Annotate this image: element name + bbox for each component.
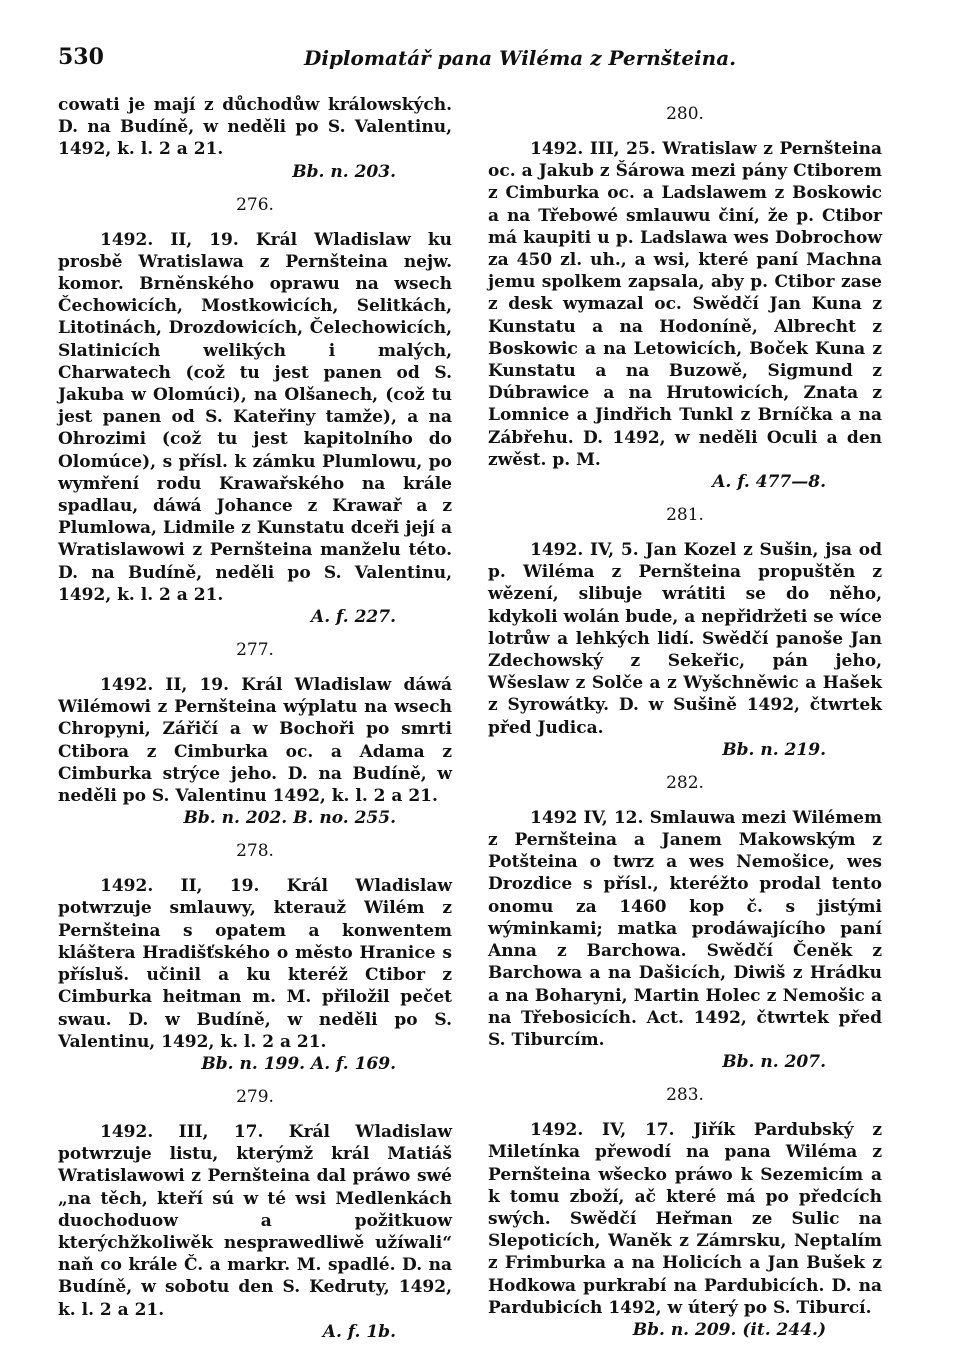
entry-source: Bb. n. 209. (it. 244.)	[632, 1319, 826, 1340]
entry-278	[58, 841, 452, 1075]
left-column	[58, 94, 452, 1355]
entry-279	[58, 1087, 452, 1343]
entry-number: 277.	[236, 640, 274, 661]
page-number: 530	[58, 44, 104, 70]
running-title: Diplomatář pana Wiléma z Pernšteina.	[304, 46, 737, 70]
entry-281	[488, 505, 882, 761]
entry-276	[58, 195, 452, 628]
entry-text: 1492 IV, 12. Smlauwa mezi Wilémem z Pernšteina a Janem Makowským z Potšteina o twrz a wes Nemošice, wes Drozdice s přísl., kteréžto prodal tento onomu za 1460 kop č. s jistými wýminkami; matka prodáwajícího paní Anna z Barchowa. Swědčí Čeněk z Barchowa a na Dašicích, Diwiš z Hrádku a na Boharyni, Martin Holec z Nemošic a na Třebosicích. Act. 1492, čtwrtek před S. Tiburcím.	[488, 807, 882, 1050]
entry-source: Bb. n. 202. B. no. 255.	[183, 808, 396, 829]
entry-text: 1492. III, 17. Král Wladislaw potwrzuje listu, kterýmž král Matiáš Wratislawowi z Pernšteina dal práwo swé „na těch, kteří sú w té wsi Medlenkách duochoduow a požitkuow kterýchžkoliwěk nesprawedliwě užíwali“ naň co krále Č. a markr. M. spadlé. D. na Budíně, w sobotu den S. Kedruty, 1492, k. l. 2 a 21.	[58, 1121, 452, 1320]
entry-number: 280.	[666, 104, 704, 124]
entry-number: 276.	[236, 194, 274, 215]
entry-text: 1492. III, 25. Wratislaw z Pernšteina oc. a Jakub z Šárowa mezi pány Ctiborem z Cimburka oc. a Ladslawem z Boskowic a na Třebowé smlauwu činí, že p. Ctibor má kaupiti u p. Ladslawa wes Dobrochow za 450 zl. uh., a wsi, které paní Machna jemu spolkem zapsala, aby p. Ctibor zase z desk wymazal oc. Swědčí Jan Kuna z Kunstatu a na Hodoníně, Albrecht z Boskowic a na Letowicích, Boček Kuna z Kunstatu a na Buzowě, Sigmund z Dúbrawice a na Hrutowicích, Znata z Lomnice a Jindřich Tunkl z Brníčka a na Zábřehu. D. 1492, w neděli Oculi a den zwěst. p. M.	[488, 139, 882, 470]
entry-source: Bb. n. 199. A. f. 169.	[201, 1053, 396, 1074]
entry-number: 283.	[666, 1085, 704, 1106]
entry-number: 279.	[236, 1086, 274, 1107]
entry-277	[58, 640, 452, 829]
continuation-text: cowati je mají z důchodůw králowských. D. na Budíně, w neděli po S. Valentinu, 1492, k. l. 2 a 21.	[58, 95, 452, 160]
entry-source: Bb. n. 219.	[722, 739, 826, 760]
entry-number: 278.	[236, 841, 274, 862]
entry-number: 281.	[666, 505, 704, 526]
entry-source: A. f. 1b.	[322, 1321, 396, 1342]
entry-text: 1492. II, 19. Král Wladislaw dáwá Wilémowi z Pernšteina wýplatu na wsech Chropyni, Zářičí a w Bochoři po smrti Ctibora z Cimburka oc. a Adama z Cimburka strýce jeho. D. na Budíně, w neděli po S. Valentinu 1492, k. l. 2 a 21.	[58, 675, 452, 807]
continuation-entry	[58, 94, 452, 183]
entry-text: 1492. IV, 17. Jiřík Pardubský z Miletínka přewodí na pana Wiléma z Pernšteina wšecko práwo k Sezemicím a k tomu zboží, ač které má po předcích swých. Swědčí Heřman ze Sulic na Slepoticích, Waněk z Zámrsku, Neptalím z Frimburka a na Holicích a Jan Bušek z Hodkowa purkrabí na Pardubicích. D. na Pardubicích 1492, w úterý po S. Tiburcí.	[488, 1120, 882, 1318]
entry-source: Bb. n. 207.	[722, 1052, 826, 1073]
entry-280	[488, 104, 882, 493]
entry-source: A. f. 477—8.	[712, 472, 826, 493]
entry-text: 1492. II, 19. Král Wladislaw ku prosbě Wratislawa z Pernšteina nejw. komor. Brněnského oprawu na wsech Čechowicích, Mostkowicích, Selitkách, Litotinách, Drozdowicích, Čelechowicích, Slatinicích welikých i malých, Charwatech (což tu jest panen od S. Jakuba w Olomúci), na Olšanech, (což tu jest panen od S. Kateřiny tamže), a na Ohrozimi (což tu jest kapitolního do Olomúce), s přísl. k zámku Plumlowu, po wymření rodu Krawařského na krále spadlau, dáwá Johance z Krawař a z Plumlowa, Lidmile z Kunstatu dceři její a Wratislawowi z Pernšteina manželu této. D. na Budíně, neděli po S. Valentinu, 1492, k. l. 2 a 21.	[58, 229, 452, 605]
entry-282	[488, 773, 882, 1073]
page-header	[58, 44, 906, 78]
right-column	[488, 94, 882, 1353]
entry-text: 1492. II, 19. Král Wladislaw potwrzuje smlauwy, kterauž Wilém z Pernšteina s opatem a konwentem kláštera Hradišťského o město Hranice s přísluš. učinil a ku kteréž Ctibor z Cimburka heitman m. M. přiložil pečet swau. D. w Budíně, w neděli po S. Valentinu, 1492, k. l. 2 a 21.	[58, 876, 452, 1052]
entry-source: Bb. n. 203.	[292, 161, 396, 182]
entry-number: 282.	[666, 772, 704, 793]
entry-source: A. f. 227.	[311, 607, 396, 628]
entry-text: 1492. IV, 5. Jan Kozel z Sušin, jsa od p. Wiléma z Pernšteina propuštěn z wězení, slibuje wrátiti se do něho, kdykoli wolán bude, a nepřidržeti se wíce lotrůw a lehkých lidí. Swědčí panoše Jan Zdechowský z Sekeřic, pán jeho, Wšeslaw z Solče a z Wyšchněwic a Hašek z Syrowátky. D. w Sušině 1492, čtwrtek před Judica.	[488, 540, 882, 738]
entry-283	[488, 1085, 882, 1341]
